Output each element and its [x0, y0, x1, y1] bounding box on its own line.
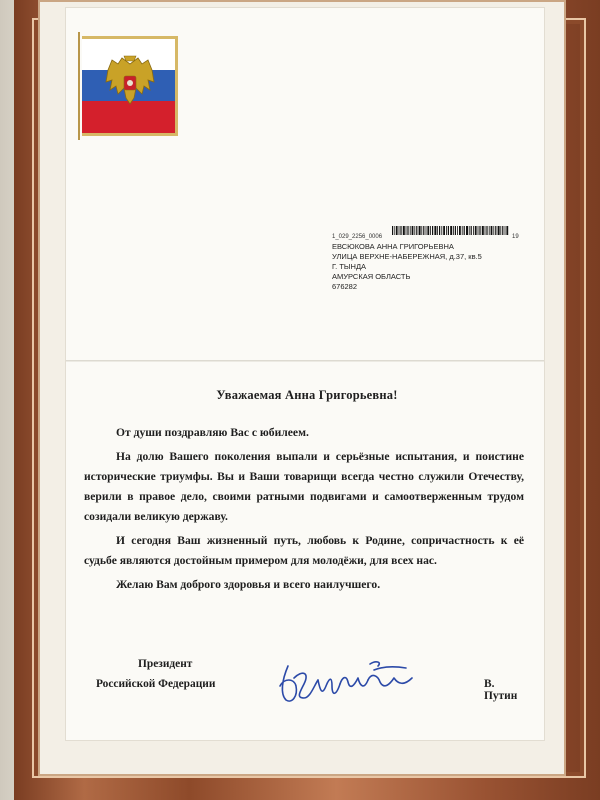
- barcode-row: [332, 226, 532, 242]
- recipient-city: Г. ТЫНДА: [332, 262, 367, 271]
- letter-sheet: [66, 8, 544, 740]
- letter-body: [84, 388, 530, 702]
- paragraph-generation: На долю Вашего поколения выпали и серьёзные испытания, и поистине исторические триумфы. Вы и Ваши товарищи всегда честно служили Отечеству, верили в правое дело, своими ратными подвигами и самоотверженным трудом созидали великую державу.: [84, 450, 524, 523]
- tracking-number-left: 1_029_2256_0006: [332, 234, 383, 240]
- flag-pole: [78, 32, 80, 140]
- paper-fold-line: [66, 360, 544, 362]
- flag-icon: [76, 36, 180, 140]
- position-title: Президент: [138, 658, 193, 670]
- paragraph-wishes: Желаю Вам доброго здоровья и всего наилучшего.: [116, 578, 381, 591]
- recipient-name: ЕВСЮКОВА АННА ГРИГОРЬЕВНА: [332, 242, 454, 251]
- recipient-region: АМУРСКАЯ ОБЛАСТЬ: [332, 272, 411, 281]
- coat-of-arms-icon: [104, 54, 156, 112]
- salutation: Уважаемая Анна Григорьевна!: [216, 388, 398, 402]
- signer-name: В. Путин: [484, 678, 518, 702]
- recipient-street: УЛИЦА ВЕРХНЕ-НАБЕРЕЖНАЯ, д.37, кв.5: [332, 252, 482, 261]
- paragraph-greeting: От души поздравляю Вас с юбилеем.: [116, 426, 309, 439]
- position-country: Российской Федерации: [96, 678, 216, 690]
- barcode-icon: [392, 226, 510, 238]
- paragraph-today: И сегодня Ваш жизненный путь, любовь к Родине, сопричастность к её судьбе являются достойным примером для молодёжи, для всех нас.: [84, 534, 524, 567]
- tracking-number-right: 19: [512, 234, 519, 240]
- recipient-postcode: 676282: [332, 282, 358, 291]
- mailing-label: [332, 226, 532, 292]
- signature-icon: [274, 656, 424, 708]
- signature-block: [84, 658, 530, 718]
